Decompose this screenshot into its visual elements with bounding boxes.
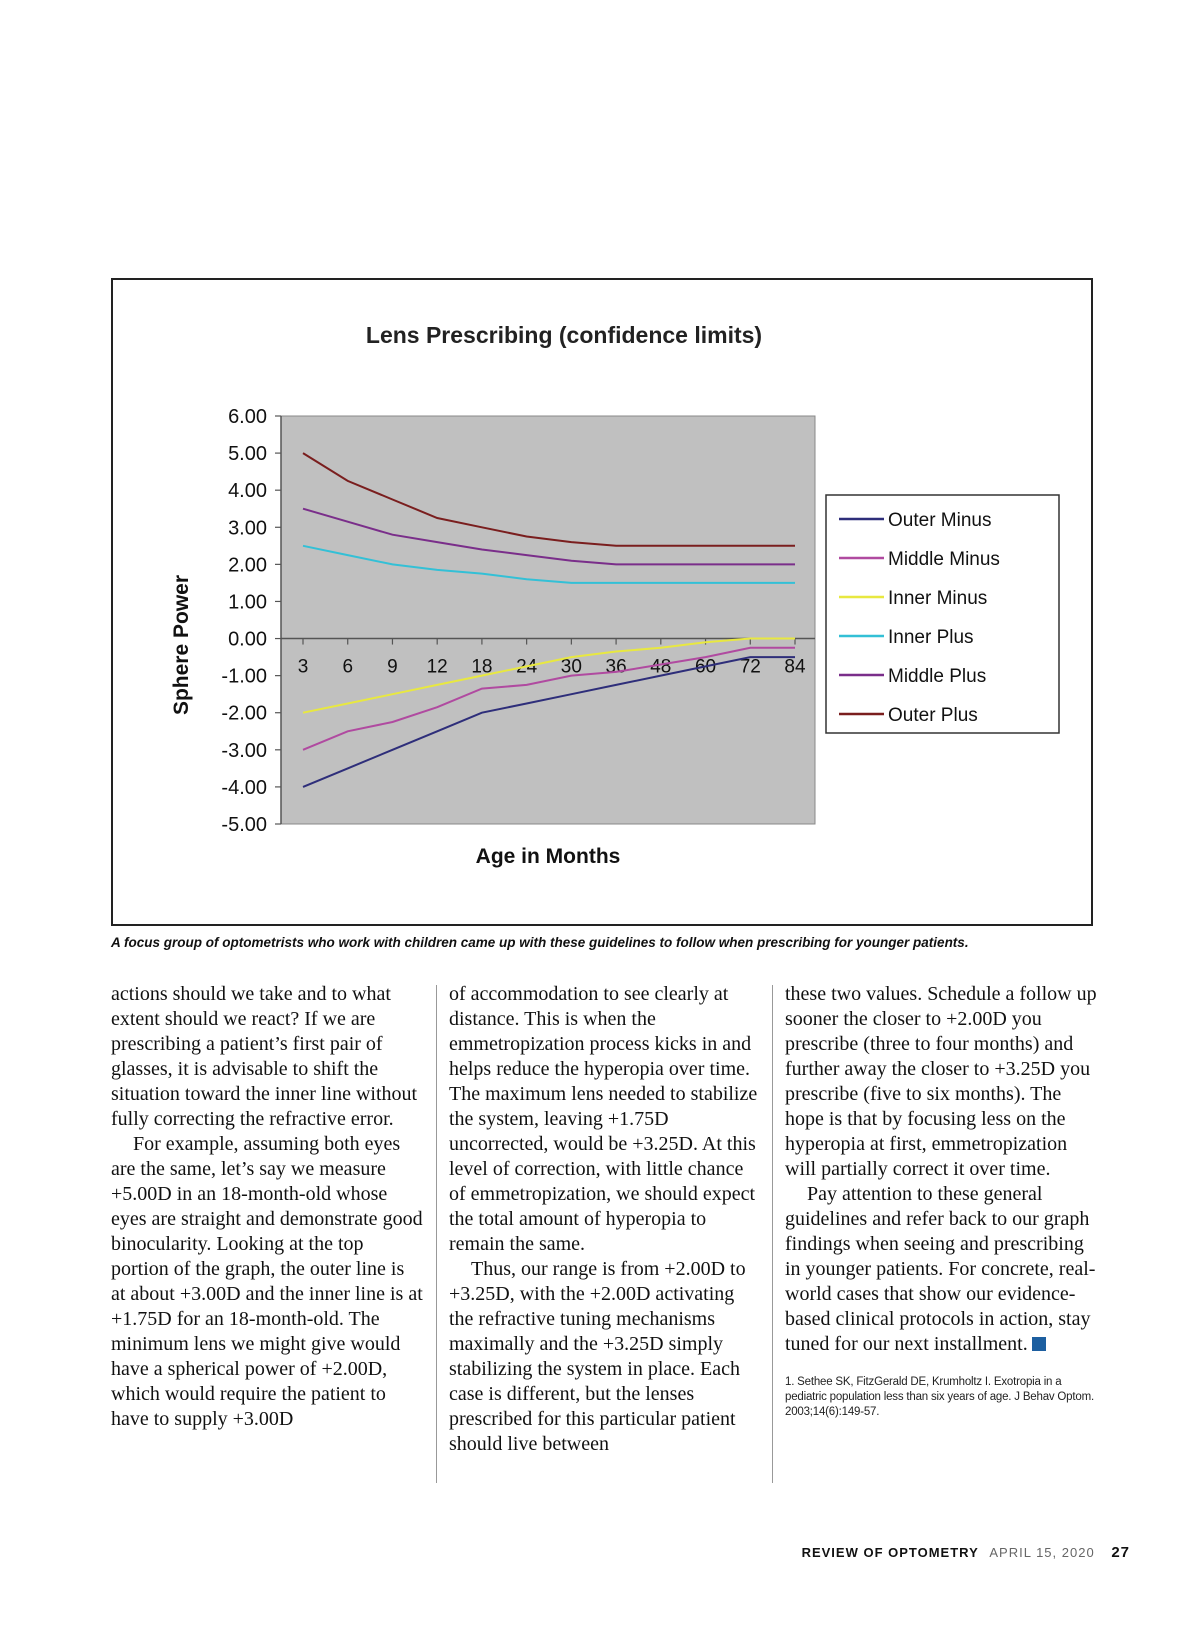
legend-label: Outer Minus [888,510,992,531]
text-column-3 [785,982,1097,1420]
y-tick-label: 4.00 [228,480,267,503]
chart-figure [111,278,1093,926]
text-column-2 [449,982,761,1457]
y-tick-label: 0.00 [228,628,267,651]
footnote: 1. Sethee SK, FitzGerald DE, Krumholtz I. Exotropia in a pediatric population less than six years of age. J Behav Optom. 2003;14(6):149-57. [785,1376,1094,1418]
y-tick-label: -5.00 [221,814,267,836]
line-chart [113,280,1091,924]
legend-label: Inner Minus [888,588,988,609]
y-tick-label: -2.00 [221,702,267,725]
legend-label: Outer Plus [888,705,978,726]
paragraph: For example, assuming both eyes are the same, let’s say we measure +5.00D in an 18-month-old whose eyes are straight and demonstrate good binocularity. Looking at the top portion of the graph, the outer line is at about +3.00D and the inner line is at +1.75D for an 18-month-old. The minimum lens we might give would have a spherical power of +2.00D, which would require the patient to have to supply +3.00D [111,1133,423,1430]
x-tick-label: 48 [650,656,672,678]
legend-label: Middle Minus [888,549,1000,570]
x-tick-label: 12 [426,656,448,678]
legend-label: Middle Plus [888,666,987,687]
y-tick-label: 3.00 [228,517,267,540]
x-axis-label: Age in Months [475,845,621,868]
page-number: 27 [1111,1544,1130,1561]
x-tick-label: 24 [516,656,538,678]
chart-title: Lens Prescribing (confidence limits) [365,322,763,348]
x-tick-label: 30 [560,656,582,678]
legend-label: Inner Plus [888,627,974,648]
column-divider [772,985,773,1483]
y-tick-label: -1.00 [221,665,267,688]
x-tick-label: 6 [342,656,354,678]
y-tick-label: -3.00 [221,739,267,762]
paragraph: of accommodation to see clearly at distance. This is when the emmetropization process kicks in and helps reduce the hyperopia over time. The maximum lens needed to stabilize the system, leaving +1.75D uncorrected, would be +3.25D. At this level of correction, with little chance of emmetropization, we should expect the total amount of hyperopia to remain the same. [449,983,758,1255]
y-tick-label: 6.00 [228,406,267,428]
x-tick-label: 18 [471,656,493,678]
column-divider [436,985,437,1483]
paragraph [785,1182,1097,1357]
issue-date: APRIL 15, 2020 [989,1545,1095,1560]
y-tick-label: 1.00 [228,591,267,614]
paragraph-text: Pay attention to these general guidelines and refer back to our graph findings when seeing and prescribing in younger patients. For concrete, real-world cases that show our evidence-based clinical protocols in action, stay tuned for our next installment. [785,1183,1096,1355]
x-tick-label: 9 [387,656,398,678]
y-tick-label: 2.00 [228,554,267,577]
x-tick-label: 3 [297,656,309,678]
paragraph: Thus, our range is from +2.00D to +3.25D, with the +2.00D activating the refractive tuning mechanisms maximally and the +3.25D simply stabilizing the system in place. Each case is different, but the lenses prescribed for this particular patient should live between [449,1258,746,1455]
y-axis-label: Sphere Power [170,574,193,716]
y-tick-label: 5.00 [228,443,267,466]
x-tick-label: 60 [694,656,717,678]
figure-caption: A focus group of optometrists who work with children came up with these guidelines to follow when prescribing for younger patients. [111,935,969,950]
x-tick-label: 72 [739,656,761,678]
publication-name: REVIEW OF OPTOMETRY [801,1545,979,1560]
text-column-1 [111,982,423,1432]
page-footer [790,1544,1130,1561]
x-tick-label: 36 [605,656,627,678]
paragraph: these two values. Schedule a follow up sooner the closer to +2.00D you prescribe (three to four months) and further away the closer to +3.25D you prescribe (five to six months). The hope is that by focusing less on the hyperopia at first, emmetropization will partially correct it over time. [785,983,1097,1180]
paragraph: actions should we take and to what extent should we react? If we are prescribing a patient’s first pair of glasses, it is advisable to shift the situation toward the inner line without fully correcting the refractive error. [111,983,418,1130]
x-tick-label: 84 [784,656,806,678]
end-of-article-mark [1032,1337,1046,1351]
y-tick-label: -4.00 [221,776,267,799]
